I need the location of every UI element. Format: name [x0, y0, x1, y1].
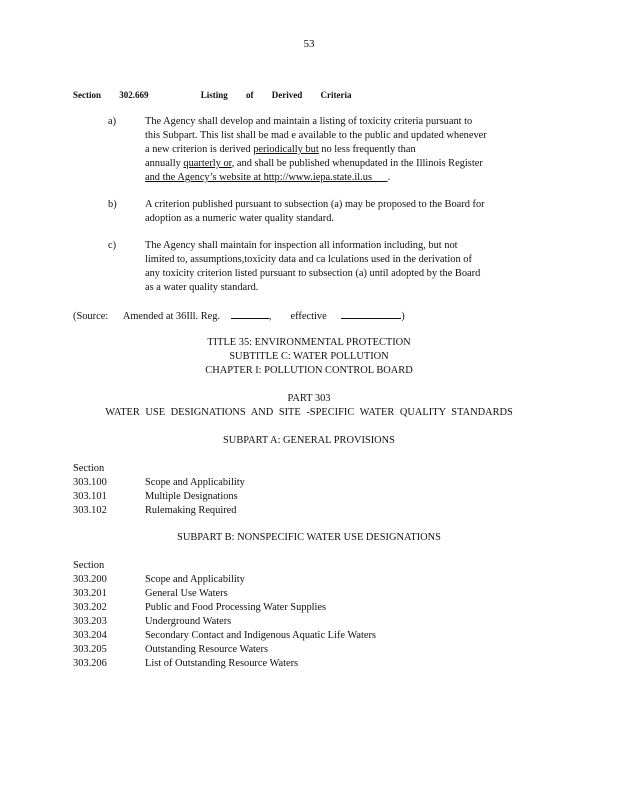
toc-title: Rulemaking Required: [145, 505, 237, 516]
item-letter-c: c): [108, 240, 117, 251]
struck-text: quarterly or: [183, 158, 232, 169]
line-text: .: [387, 172, 391, 183]
line-text: , and shall be published whenupdated in the Illinois Register: [231, 158, 483, 169]
toc-number: 303.201: [73, 588, 107, 599]
toc-number: 303.100: [73, 477, 107, 488]
toc-number: 303.205: [73, 644, 107, 655]
toc-number: 303.204: [73, 630, 107, 641]
toc-title: Scope and Applicability: [145, 574, 245, 585]
section-number: 302.669: [119, 90, 149, 100]
underlined-text: and the Agency’s website at http://www.iepa.state.il.us: [145, 172, 388, 183]
source-effective: effective: [290, 311, 327, 322]
section-title-word: Criteria: [320, 90, 352, 100]
section-title-word: Derived: [271, 90, 303, 100]
chapter-line: CHAPTER I: POLLUTION CONTROL BOARD: [205, 365, 413, 376]
section-label: Section: [73, 90, 101, 100]
subtitle-line: SUBTITLE C: WATER POLLUTION: [229, 351, 389, 362]
part-line: PART 303: [287, 393, 331, 404]
item-line: A criterion published pursuant to subsection (a) may be proposed to the Board for: [145, 199, 485, 210]
toc-title: List of Outstanding Resource Waters: [145, 658, 299, 669]
item-line: limited to, assumptions,toxicity data and ca lculations used in the derivation of: [145, 254, 472, 265]
item-letter-a: a): [108, 116, 117, 127]
toc-number: 303.200: [73, 574, 107, 585]
source-note: [73, 309, 405, 324]
toc-number: 303.102: [73, 505, 107, 516]
line-text: a new criterion is derived: [145, 144, 254, 155]
title-line: TITLE 35: ENVIRONMENTAL PROTECTION: [207, 337, 411, 348]
item-line: any toxicity criterion listed pursuant to subsection (a) until adopted by the Board: [145, 268, 481, 279]
subpart-heading: SUBPART A: GENERAL PROVISIONS: [223, 435, 395, 446]
toc-title: Secondary Contact and Indigenous Aquatic Life Waters: [145, 630, 376, 641]
source-close: ): [401, 311, 405, 322]
toc-number: 303.206: [73, 658, 107, 669]
toc-section-label: Section: [73, 560, 105, 571]
source-comma: ,: [268, 311, 272, 322]
item-line: [145, 157, 545, 171]
item-line: as a water quality standard.: [145, 282, 259, 293]
toc-title: Public and Food Processing Water Supplies: [145, 602, 327, 613]
toc-number: 303.202: [73, 602, 107, 613]
subpart-heading: SUBPART B: NONSPECIFIC WATER USE DESIGNATIONS: [177, 532, 441, 543]
effective-blank: [341, 309, 401, 319]
item-text-a: [145, 115, 545, 185]
part-title-line: WATER USE DESIGNATIONS AND SITE -SPECIFIC WATER QUALITY STANDARDS: [105, 407, 513, 418]
item-line: this Subpart. This list shall be mad e available to the public and updated whenever: [145, 130, 487, 141]
toc-title: Multiple Designations: [145, 491, 238, 502]
item-line: [145, 143, 545, 157]
reg-blank: [231, 309, 269, 319]
toc-title: Outstanding Resource Waters: [145, 644, 269, 655]
line-text: no less frequently than: [318, 144, 416, 155]
toc-title: General Use Waters: [145, 588, 228, 599]
section-title-word: Listing: [200, 90, 228, 100]
item-text-c: [145, 239, 545, 295]
toc-title: Underground Waters: [145, 616, 232, 627]
page-number: 53: [303, 38, 315, 50]
item-line: The Agency shall maintain for inspection all information including, but not: [145, 240, 458, 251]
source-amended: Amended at 36Ill. Reg.: [122, 311, 221, 322]
item-line: [145, 171, 545, 185]
section-title-word: of: [246, 90, 254, 100]
section-heading: [73, 88, 366, 102]
line-text: annually: [145, 158, 184, 169]
item-line: adoption as a numeric water quality standard.: [145, 213, 334, 224]
item-line: The Agency shall develop and maintain a listing of toxicity criteria pursuant to: [145, 116, 473, 127]
struck-text: periodically but: [253, 144, 319, 155]
toc-number: 303.203: [73, 616, 107, 627]
toc-section-label: Section: [73, 463, 105, 474]
item-text-b: [145, 198, 545, 226]
toc-title: Scope and Applicability: [145, 477, 245, 488]
source-open: (Source:: [73, 311, 109, 322]
toc-number: 303.101: [73, 491, 107, 502]
item-letter-b: b): [108, 199, 117, 210]
